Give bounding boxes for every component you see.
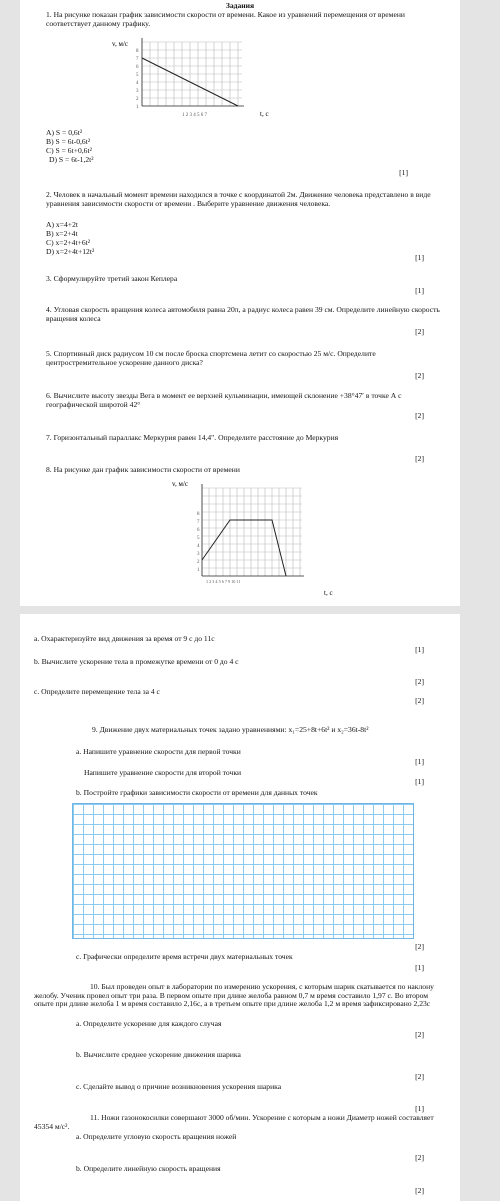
q6-text: 6. Вычислите высоту звезды Вега в момент ее верхней кульминации, имеющей склонение +38°47′ в точке А с географической широтой 42°: [46, 391, 402, 409]
q1-y-tick: 6: [136, 65, 139, 70]
q9-graph-paper[interactable]: [72, 803, 414, 939]
q6-mark: [2]: [415, 411, 424, 420]
q8c-text: c. Определите перемещение тела за 4 с: [34, 687, 160, 696]
q9-a1-mark: [1]: [415, 757, 424, 766]
q8-x-label: t, c: [324, 589, 333, 597]
q5-text: 5. Спортивный диск радиусом 10 см после броска спортсмена летит со скоростью 25 м/с. Определите центростремительное ускорение данного диска?: [46, 349, 376, 367]
q3-mark: [1]: [415, 286, 424, 295]
q9-a1-text: a. Напишите уравнение скорости для первой точки: [76, 747, 241, 756]
q1-option-a[interactable]: A) S = 0,6t²: [46, 128, 83, 137]
q2-mark: [1]: [415, 253, 424, 262]
q1-velocity-graph: [112, 34, 282, 124]
q7-mark: [2]: [415, 454, 424, 463]
q2-option-c[interactable]: C) x=2+4t+6t²: [46, 238, 91, 247]
q8-text: 8. На рисунке дан график зависимости скорости от времени: [46, 465, 240, 474]
q9-text: 9. Движение двух материальных точек задано уравнениями: x₁=25+8t+6t² и x₂=36t-8t²: [92, 725, 369, 734]
q9-a2-text: Напишите уравнение скорости для второй точки: [84, 768, 242, 777]
q10-b-text: b. Вычислите среднее ускорение движения шарика: [76, 1050, 241, 1059]
q8-y-tick: 1: [197, 568, 200, 573]
q11-b-text: b. Определите линейную скорость вращения: [76, 1164, 221, 1173]
q8-y-tick: 6: [197, 528, 200, 533]
q2-text: 2. Человек в начальный момент времени находился в точке с координатой 2м. Движение человека представлено в виде уравнения зависимости скорости от времени . Выберите уравнение движения человека.: [46, 190, 431, 208]
q1-y-tick: 2: [136, 97, 139, 102]
q7-text: 7. Горизонтальный параллакс Меркурия равен 14,4". Определите расстояние до Меркурия: [46, 433, 339, 442]
q8-y-tick: 7: [197, 520, 200, 525]
q8-y-tick: 5: [197, 536, 200, 541]
q9-a2-mark: [1]: [415, 777, 424, 786]
q1-option-b[interactable]: B) S = 6t-0,6t²: [46, 137, 91, 146]
q1-option-c[interactable]: C) S = 6t+0,6t²: [46, 146, 92, 155]
q1-y-tick: 8: [136, 49, 139, 54]
q9-c-text: c. Графически определите время встречи двух материальных точек: [76, 952, 293, 961]
q1-x-label: t, c: [260, 110, 269, 118]
q1-y-tick: 1: [136, 105, 139, 110]
q8-x-ticks: 1 2 3 4 5 6 7 9 10 11: [206, 579, 241, 584]
q8-velocity-graph: [162, 474, 362, 600]
q8a-text: a. Охарактеризуйте вид движения за время от 9 с до 11с: [34, 634, 215, 643]
q8c-mark: [2]: [415, 696, 424, 705]
q10-c-mark: [1]: [415, 1104, 424, 1113]
q4-mark: [2]: [415, 327, 424, 336]
worksheet-page-2: [20, 614, 460, 1201]
q1-y-label: v, м/с: [112, 40, 129, 48]
q10-a-text: a. Определите ускорение для каждого случая: [76, 1019, 222, 1028]
q10-c-text: c. Сделайте вывод о причине возникновения ускорения шарика: [76, 1082, 282, 1091]
q1-text: 1. На рисунке показан график зависимости скорости от времени. Какое из уравнений перемещения от времени соответствует данному графику.: [46, 10, 405, 28]
q8-y-tick: 3: [197, 552, 200, 557]
q3-text: 3. Сформулируйте третий закон Кеплера: [46, 274, 178, 283]
q11-b-mark: [2]: [415, 1186, 424, 1195]
q1-y-tick: 4: [136, 81, 139, 86]
q10-b-mark: [2]: [415, 1072, 424, 1081]
q4-text: 4. Угловая скорость вращения колеса автомобиля равна 20π, а радиус колеса равен 39 см. Определите линейную скорость вращения колеса: [46, 305, 440, 323]
q1-y-tick: 5: [136, 73, 139, 78]
q8-y-tick: 4: [197, 544, 200, 549]
q8-y-tick: 2: [197, 560, 200, 565]
q9-b-text: b. Постройте графики зависимости скорости от времени для данных точек: [76, 788, 318, 797]
worksheet-page-1: [20, 0, 460, 606]
q10-text: 10. Был проведен опыт в лаборатории по измерению ускорения, с которым шарик скатывается по наклону желобу. Ученик провел опыт три раза. В первом опыте при длине желоба равном 0,7 м время составило 1,97 с. Во втором опыте при длине желоба 1 м время составило 2,16с, а в третьем опыте при длине желоба 1,2 м время зафиксировано 2,23с: [34, 982, 434, 1009]
q8b-text: b. Вычислите ускорение тела в промежутке времени от 0 до 4 с: [34, 657, 239, 666]
q2-option-b[interactable]: B) x=2+4t: [46, 229, 78, 238]
page-heading: Задания: [225, 1, 255, 10]
q8b-mark: [2]: [415, 677, 424, 686]
q2-option-a[interactable]: A) x=4+2t: [46, 220, 78, 229]
q10-a-mark: [2]: [415, 1030, 424, 1039]
q1-option-d[interactable]: D) S = 6t-1,2t²: [49, 155, 94, 164]
q9-b-mark: [2]: [415, 942, 424, 951]
q1-mark: [1]: [399, 168, 408, 177]
q8-y-label: v, м/с: [172, 480, 189, 488]
q1-y-tick: 7: [136, 57, 139, 62]
q2-option-d[interactable]: D) x=2+4t+12t²: [46, 247, 95, 256]
q8a-mark: [1]: [415, 645, 424, 654]
q8-y-tick: 8: [197, 512, 200, 517]
q11-a-mark: [2]: [415, 1153, 424, 1162]
q9-c-mark: [1]: [415, 963, 424, 972]
q1-y-tick: 3: [136, 89, 139, 94]
q11-text: 11. Ножи газонокосилки совершают 3000 об/мин. Ускорение с которым а ножи Диаметр ножей составляет 45354 м/с².: [34, 1113, 434, 1131]
q5-mark: [2]: [415, 371, 424, 380]
q1-x-ticks: 1 2 3 4 5 6 7: [182, 113, 207, 118]
q11-a-text: a. Определите угловую скорость вращения ножей: [76, 1132, 237, 1141]
